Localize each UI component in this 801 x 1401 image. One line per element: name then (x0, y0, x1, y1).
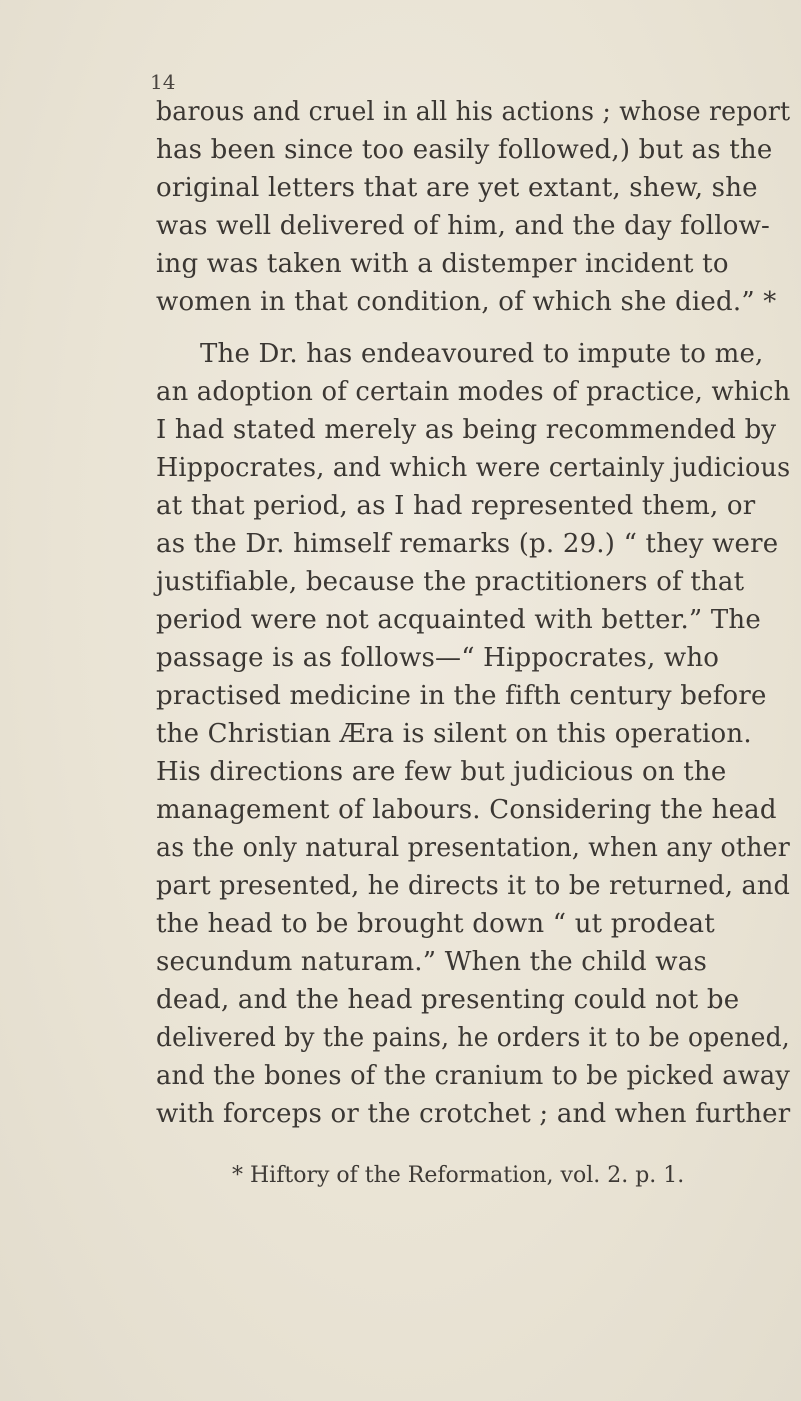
text-line: the Christian Æra is silent on this operation. (156, 719, 752, 749)
text-line: the head to be brought down “ ut prodeat (156, 909, 715, 939)
text-line: dead, and the head presenting could not be (156, 985, 740, 1015)
text-line: has been since too easily followed,) but as the (156, 135, 773, 165)
text-line: I had stated merely as being recommended by (156, 415, 777, 445)
text-line: original letters that are yet extant, shew, she (156, 173, 758, 203)
text-line: management of labours. Considering the head (156, 795, 777, 825)
text-line: practised medicine in the fifth century before (156, 681, 767, 711)
text-line: an adoption of certain modes of practice, which (156, 377, 791, 407)
text-line: as the only natural presentation, when any other (156, 833, 791, 863)
text-line: passage is as follows—“ Hippocrates, who (156, 643, 720, 673)
text-line: with forceps or the crotchet ; and when further (156, 1099, 791, 1129)
text-line: delivered by the pains, he orders it to be opened, (156, 1023, 790, 1053)
text-line: ing was taken with a distemper incident to (156, 249, 729, 279)
text-line: and the bones of the cranium to be picked away (156, 1061, 791, 1091)
page-number: 14 (150, 70, 176, 94)
text-line: Hippocrates, and which were certainly judicious (156, 453, 791, 483)
text-line: women in that condition, of which she died.” * (156, 287, 777, 317)
text-line: justifiable, because the practitioners of that (156, 567, 745, 597)
text-line: was well delivered of him, and the day follow- (156, 211, 771, 241)
text-line: part presented, he directs it to be returned, and (156, 871, 791, 901)
footnote: * Hiftory of the Reformation, vol. 2. p. 1. (232, 1163, 685, 1188)
text-line: His directions are few but judicious on the (156, 757, 727, 787)
text-line: at that period, as I had represented them, or (156, 491, 756, 521)
text-line: secundum naturam.” When the child was (156, 947, 707, 977)
text-line: The Dr. has endeavoured to impute to me, (200, 339, 764, 369)
text-line: as the Dr. himself remarks (p. 29.) “ they were (156, 529, 779, 559)
text-line: period were not acquainted with better.” The (156, 605, 761, 635)
text-line: barous and cruel in all his actions ; whose report (156, 97, 791, 127)
